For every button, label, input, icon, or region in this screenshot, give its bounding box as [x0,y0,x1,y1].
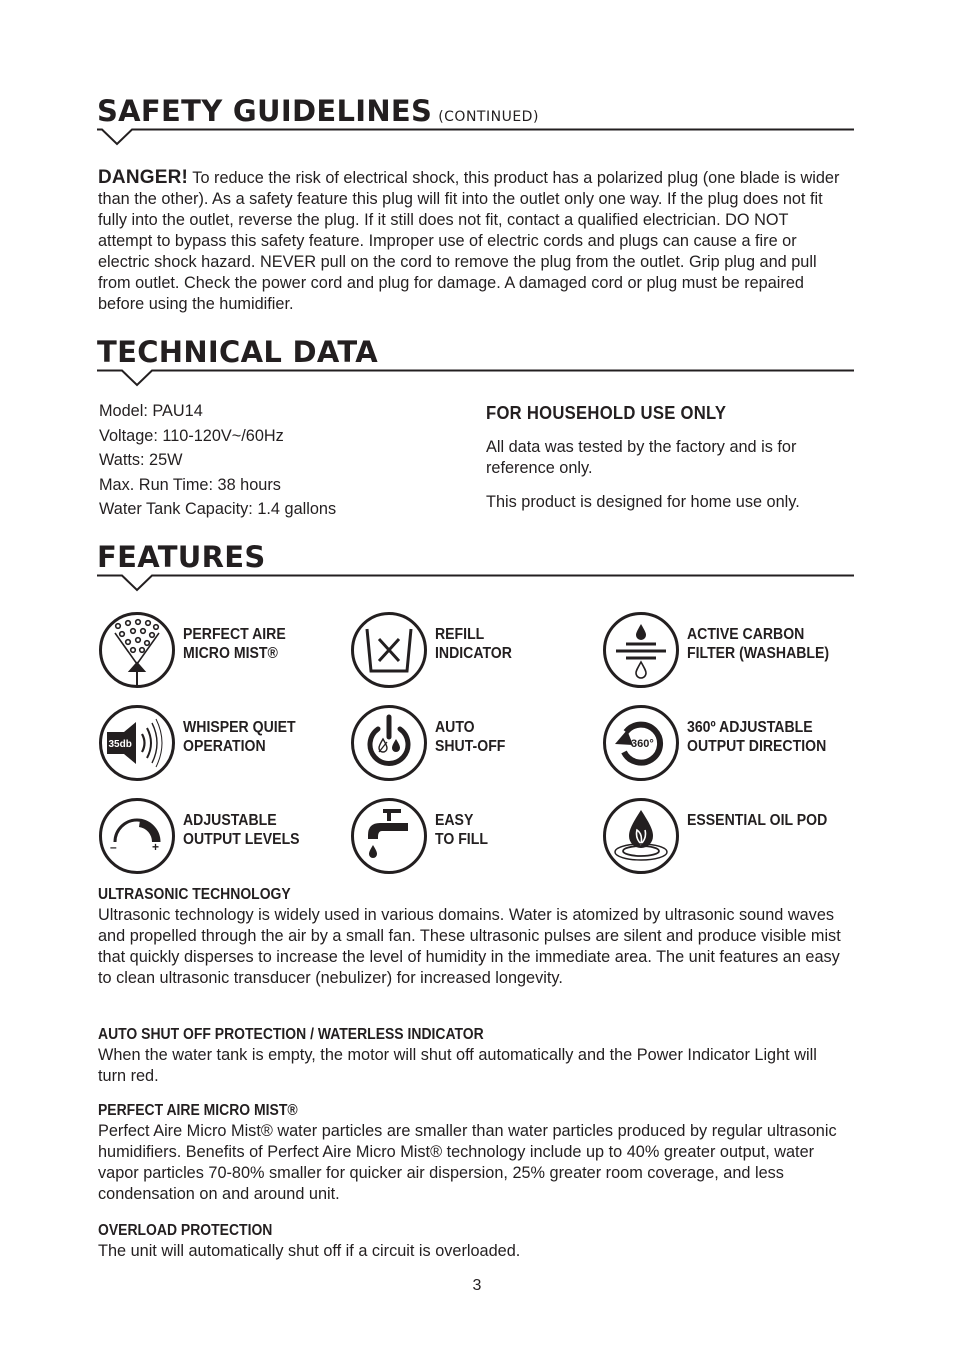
micro-mist-section [98,1102,843,1205]
feature-label: ESSENTIAL OIL POD [687,812,828,829]
household-note [486,402,856,526]
danger-label: DANGER! [98,167,189,188]
spec-model: Model: PAU14 [99,402,203,420]
whisper-quiet-icon [98,704,176,782]
output-level-dial-icon [98,797,176,875]
overload-heading: OVERLOAD PROTECTION [98,1222,273,1239]
feature-label: 360º ADJUSTABLE OUTPUT DIRECTION [687,719,827,755]
rotation-360-icon [602,704,680,782]
household-heading: FOR HOUSEHOLD USE ONLY [486,402,727,423]
auto-shutoff-heading: AUTO SHUT OFF PROTECTION / WATERLESS INDICATOR [98,1026,484,1043]
danger-paragraph [98,167,843,315]
ultrasonic-heading: ULTRASONIC TECHNOLOGY [98,886,291,903]
feature-label: ADJUSTABLE OUTPUT LEVELS [183,812,300,848]
rotation-label: 360° [631,738,654,750]
auto-shutoff-icon [350,704,428,782]
section-divider [97,369,854,391]
plus-label: + [152,840,160,854]
spec-watts: Watts: 25W [99,451,183,469]
section-divider [97,574,854,596]
safety-section-header [97,94,854,134]
carbon-filter-icon [602,611,680,689]
feature-label: ACTIVE CARBON FILTER (WASHABLE) [687,626,830,662]
decibel-label: 35db [108,739,132,750]
page-number: 3 [472,1277,482,1294]
feature-label: EASY TO FILL [435,812,488,848]
technical-title: TECHNICAL DATA [97,335,378,369]
micro-mist-heading: PERFECT AIRE MICRO MIST® [98,1102,298,1119]
feature-label: REFILL INDICATOR [435,626,512,662]
overload-section [98,1222,843,1262]
safety-title: SAFETY GUIDELINES [97,94,433,128]
spec-tank-capacity: Water Tank Capacity: 1.4 gallons [99,500,337,518]
auto-shutoff-text: When the water tank is empty, the motor will shut off automatically and the Power Indicator Light will turn red. [98,1046,817,1085]
faucet-icon [350,797,428,875]
ultrasonic-text: Ultrasonic technology is widely used in various domains. Water is atomized by ultrasonic sound waves and propelled through the air by a small fan. These ultrasonic pulses are silent and produce visible mist that quickly disperses to increase the level of humidity in the immediate area. The unit features an easy to clean ultrasonic transducer (nebulizer) for increased longevity. [98,906,841,987]
auto-shutoff-section [98,1026,843,1087]
technical-section-header [97,335,854,369]
ultrasonic-section [98,886,843,989]
features-title: FEATURES [97,540,266,574]
danger-text: To reduce the risk of electrical shock, this product has a polarized plug (one blade is wider than the other). As a safety feature this plug will fit into the outlet only one way. If the plug does not fit fully into the outlet, reverse the plug. If it still does not fit, contact a qualified electrician. DO NOT attempt to bypass this safety feature. Improper use of electric cords and plugs can cause a fire or electric shock hazard. NEVER pull on the cord to remove the plug from the outlet. Grip plug and pull from outlet. Check the power cord and plug for damage. A damaged cord or plug must be repaired before using the humidifier. [98,169,840,313]
micro-mist-text: Perfect Aire Micro Mist® water particles are smaller than water particles produced by regular ultrasonic humidifiers. Benefits of Perfect Aire Micro Mist® technology include up to 40% greater output, water vapor particles 70-80% smaller for quicker air dispersion, 25% greater room coverage, and less condensation on and around unit. [98,1122,837,1203]
section-divider [97,128,854,150]
micro-mist-icon [98,611,176,689]
features-section-header [97,540,854,574]
spec-run-time: Max. Run Time: 38 hours [99,475,281,494]
home-use-note: This product is designed for home use only. [486,493,800,511]
spec-voltage: Voltage: 110-120V~/60Hz [99,426,284,445]
oil-drop-icon [602,797,680,875]
feature-label: AUTO SHUT-OFF [435,719,506,755]
continued-label: (CONTINUED) [438,109,539,125]
factory-note: All data was tested by the factory and is for reference only. [486,438,797,477]
refill-indicator-icon [350,611,428,689]
feature-label: PERFECT AIRE MICRO MIST® [183,626,286,662]
feature-label: WHISPER QUIET OPERATION [183,719,296,755]
minus-label: – [110,840,117,854]
spec-list [99,399,336,522]
overload-text: The unit will automatically shut off if a circuit is overloaded. [98,1242,521,1260]
